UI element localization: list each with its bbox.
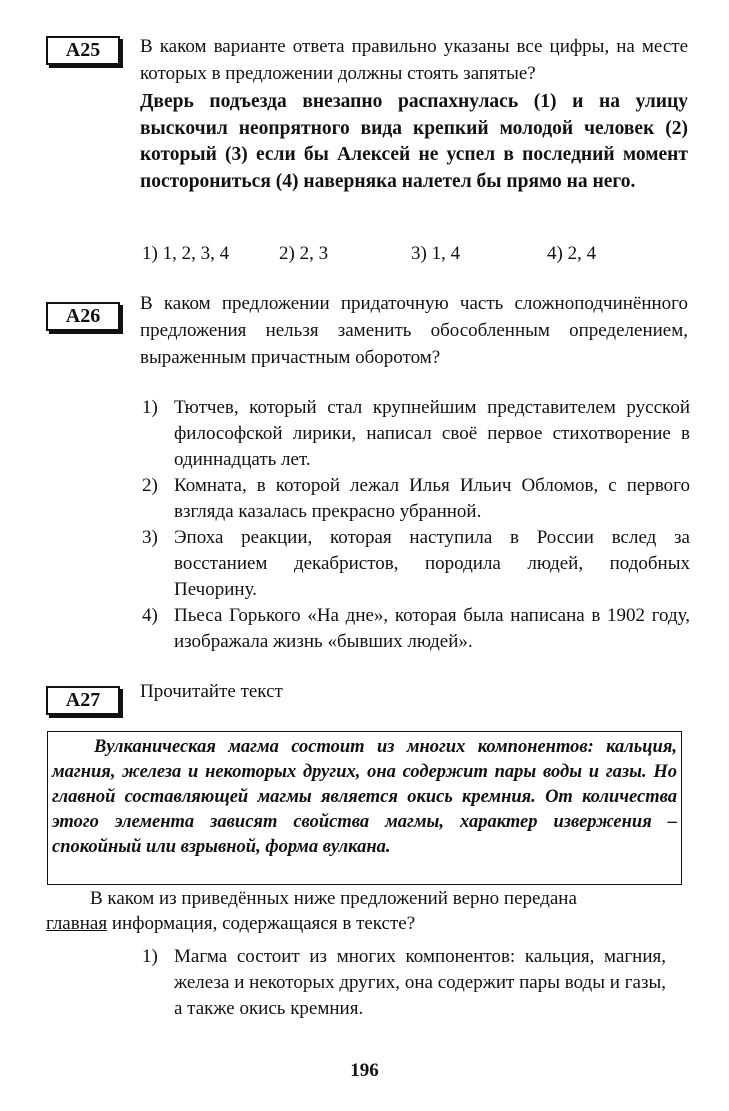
question-label-a26: A26 [46, 302, 120, 331]
question-a25-text: В каком варианте ответа правильно указаны все цифры, на месте которых в предложении должны стоять запятые? [140, 36, 688, 84]
option-a26-1: 1) Тютчев, который стал крупнейшим представителем русской философской лирики, написал своё первое стихотворение в одиннадцать лет. [142, 397, 690, 470]
question-a27-options [142, 944, 666, 1022]
option-a27-1: 1) Магма состоит из многих компонентов: кальция, магния, железа и некоторых других, она содержит пары воды и газы, а также окись кремния. [142, 946, 666, 1019]
question-label-a25: A25 [46, 36, 120, 65]
question-a27-instruction: Прочитайте текст [140, 681, 283, 702]
option-a25-1: 1) 1, 2, 3, 4 [142, 243, 230, 264]
underlined-word: главная [46, 913, 108, 934]
question-a26-options [142, 395, 690, 655]
page-number: 196 [350, 1060, 379, 1081]
question-a27-text: В каком из приведённых ниже предложений верно передана главная информация, содержащаяся в тексте? [46, 888, 577, 934]
question-a25 [140, 33, 688, 195]
option-a25-4: 4) 2, 4 [547, 243, 597, 264]
reading-passage: Вулканическая магма состоит из многих компонентов: кальция, магния, железа и некоторых других, она содержит пары воды и газы. Но главной составляющей магмы является окись кремния. От количества этого элемента зависят свойства магмы, характер извержения – спокойный или взрывной, форма вулкана. [47, 731, 682, 885]
option-a26-2: 2) Комната, в которой лежал Илья Ильич Обломов, с первого взгляда казалась прекрасно убранной. [142, 475, 690, 522]
option-a25-3: 3) 1, 4 [411, 243, 461, 264]
option-a26-3: 3) Эпоха реакции, которая наступила в России вслед за восстанием декабристов, породила людей, подобных Печорину. [142, 527, 690, 600]
option-a26-4: 4) Пьеса Горького «На дне», которая была написана в 1902 году, изображала жизнь «бывших людей». [142, 605, 690, 652]
question-a25-sentence: Дверь подъезда внезапно распахнулась (1) и на улицу выскочил неопрятного вида крепкий молодой человек (2) который (3) если бы Алексей не успел в последний момент посторониться (4) наверняка налетел бы прямо на него. [140, 91, 688, 192]
question-a26-text: В каком предложении придаточную часть сложноподчинённого предложения нельзя заменить обособленным определением, выраженным причастным оборотом? [140, 293, 688, 368]
question-label-a27: A27 [46, 686, 120, 715]
option-a25-2: 2) 2, 3 [279, 243, 329, 264]
